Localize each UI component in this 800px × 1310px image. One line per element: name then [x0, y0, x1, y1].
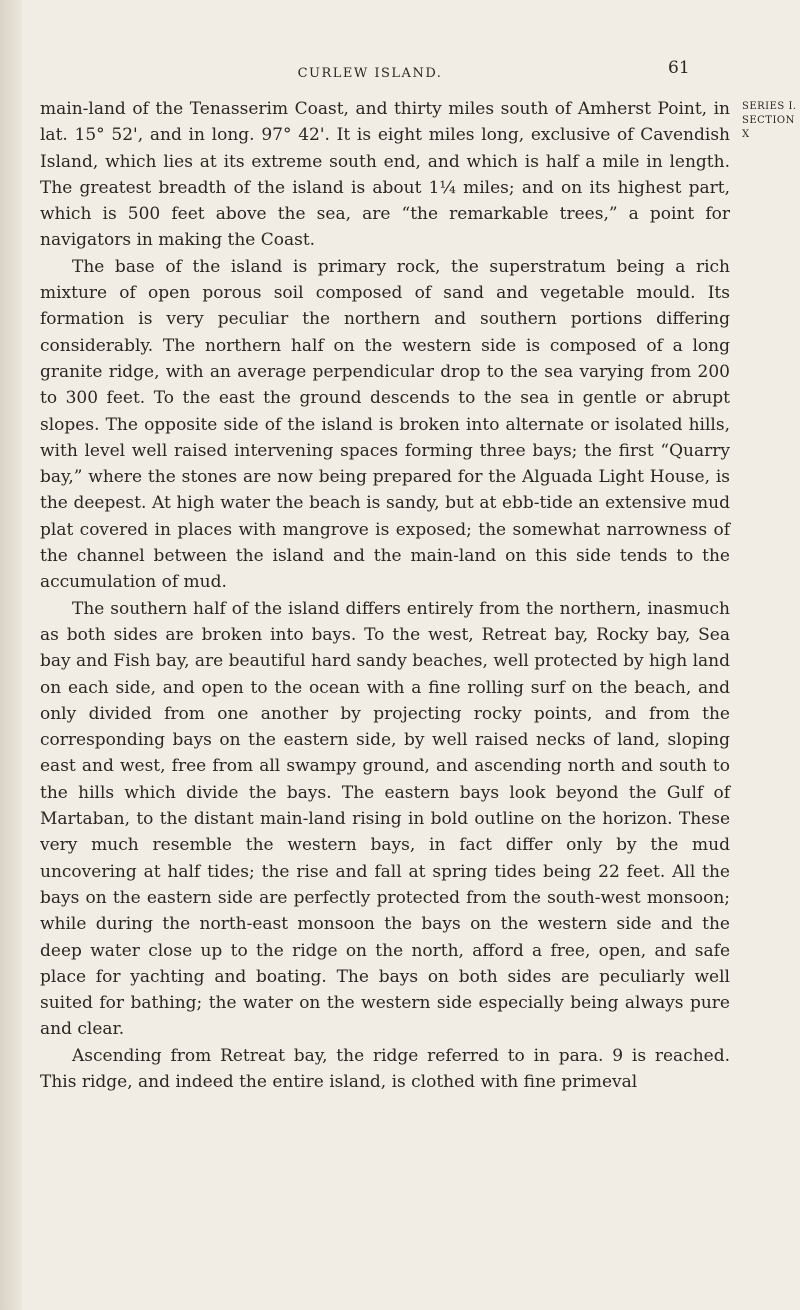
page-header — [0, 58, 800, 90]
paragraph-southern-half: The southern half of the island differs entirely from the northern, inasmuch as both sides are broken into bays. To the west, Retreat bay, Rocky bay, Sea bay and Fish bay, are beautiful hard sandy beaches, well protected by high land on each side, and open to the ocean with a fine rolling surf on the beach, and only divided from one another by projecting rocky points, and from the corresponding bays on the eastern side, by well raised necks of land, sloping east and west, free from all swampy ground, and ascending north and south to the hills which divide the bays. The eastern bays look beyond the Gulf of Martaban, to the distant main-land rising in bold outline on the horizon. These very much resemble the western bays, in fact differ only by the mud uncovering at half tides; the rise and fall at spring tides being 22 feet. All the bays on the eastern side are perfectly protected from the south-west monsoon; while during the north-east monsoon the bays on the western side and the deep water close up to the ridge on the north, afford a free, open, and safe place for yachting and boating. The bays on both sides are peculiarly well suited for bathing; the water on the western side especially being always pure and clear. — [40, 598, 730, 1040]
margin-note — [742, 100, 798, 142]
paragraph-base-of-island: The base of the island is primary rock, the superstratum being a rich mixture of open porous soil composed of sand and vegetable mould. Its formation is very peculiar the northern and southern portions differing considerably. The northern half on the western side is composed of a long granite ridge, with an average perpendicular drop to the sea varying from 200 to 300 feet. To the east the ground descends to the sea in gentle or abrupt slopes. The opposite side of the island is broken into alternate or isolated hills, with level well raised intervening spaces forming three bays; the first “Quarry bay,” where the stones are now being prepared for the Alguada Light House, is the deepest. At high water the beach is sandy, but at ebb-tide an extensive mud plat covered in places with mangrove is exposed; the somewhat narrowness of the channel between the island and the main-land on this side tends to the accumulation of mud. — [40, 256, 730, 593]
page-number: 61 — [668, 58, 690, 78]
body-text — [40, 96, 730, 1095]
paragraph-continuation: main-land of the Tenasserim Coast, and thirty miles south of Amherst Point, in lat. 15° 52', and in long. 97° 42'. It is eight miles long, exclusive of Cavendish Island, which lies at its extreme south end, and which is half a mile in length. The greatest breadth of the island is about 1¼ miles; and on its highest part, which is 500 feet above the sea, are “the remarkable trees,” a point for navigators in making the Coast. — [40, 99, 730, 251]
paragraph-ascending-ridge: Ascending from Retreat bay, the ridge referred to in para. 9 is reached. This ridge, and indeed the entire island, is clothed with fine primeval — [40, 1045, 730, 1092]
section-label: SECTION X — [742, 115, 795, 140]
running-head: CURLEW ISLAND. — [297, 66, 443, 81]
page-binding-edge — [0, 0, 22, 1310]
series-label: SERIES I. — [742, 101, 797, 112]
